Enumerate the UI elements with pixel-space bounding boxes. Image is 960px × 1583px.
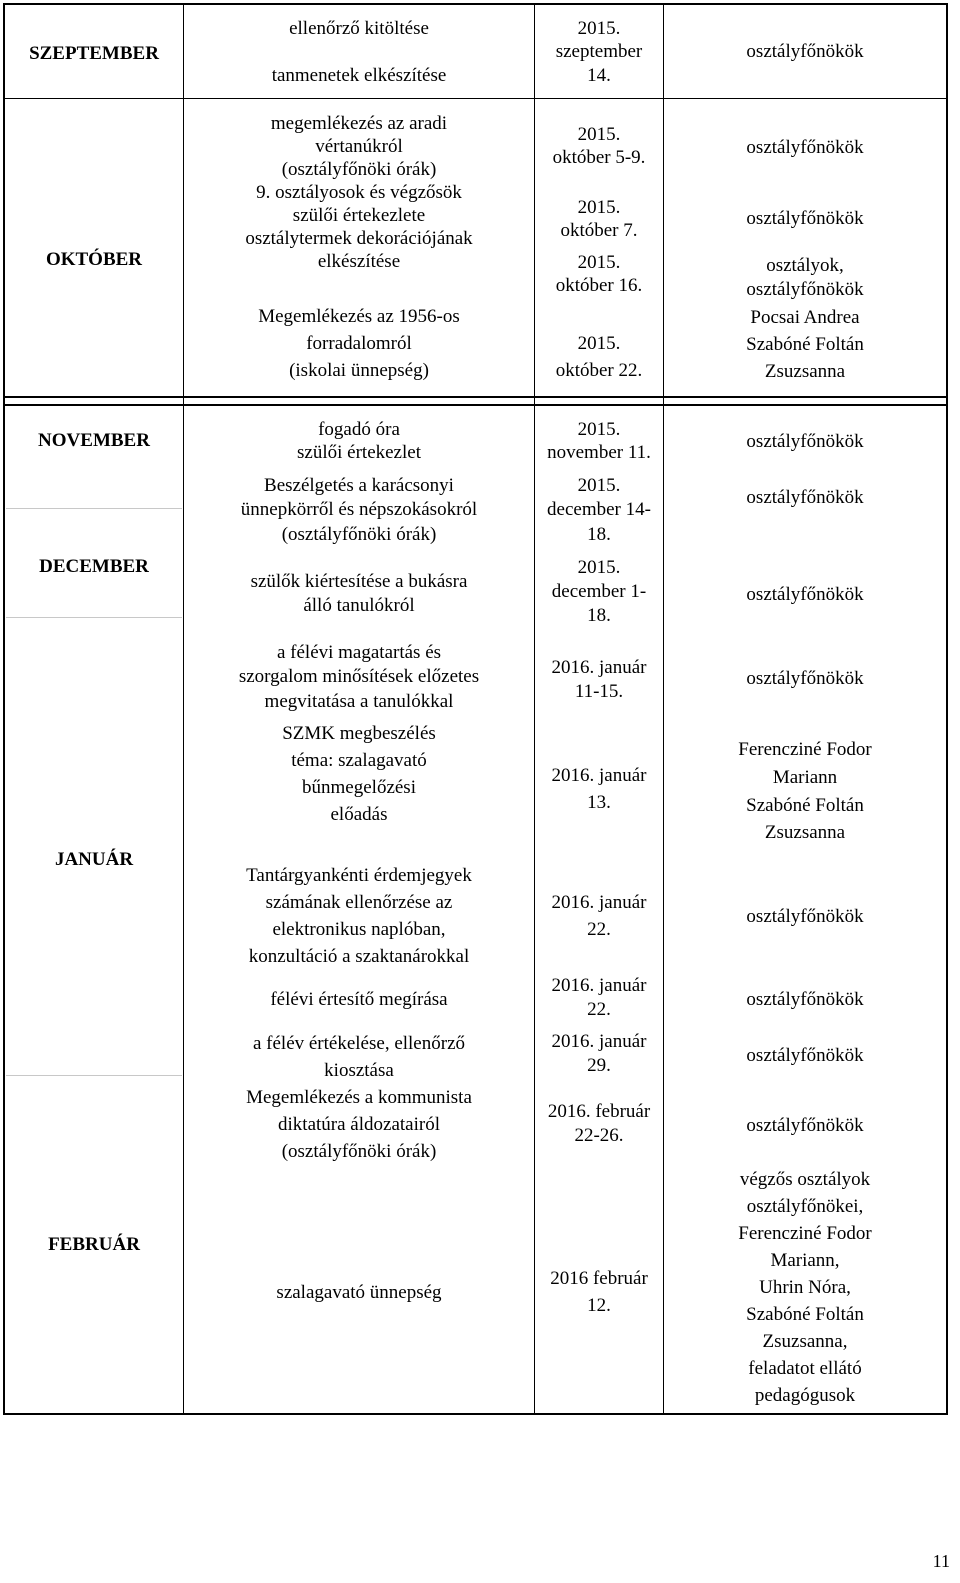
- activity-line: elkészítése: [317, 251, 401, 272]
- activity-line: megvitatása a tanulókkal: [264, 691, 454, 712]
- date-line: november 11.: [547, 442, 651, 463]
- date-line: október 16.: [555, 275, 643, 296]
- date-line: 2015.: [577, 18, 621, 39]
- responsible-line: osztályfőnökök: [746, 668, 864, 689]
- responsible-line: Szabóné Foltán: [746, 1304, 864, 1325]
- activity-line: félévi értesítő megírása: [270, 989, 448, 1010]
- activity-line: konzultáció a szaktanárokkal: [248, 946, 470, 967]
- month-februar: FEBRUÁR: [48, 1234, 140, 1255]
- activity-line: Beszélgetés a karácsonyi: [264, 475, 454, 496]
- activity-line: szalagavató ünnepség: [276, 1282, 442, 1303]
- responsible-line: osztályfőnökök: [746, 208, 864, 229]
- responsible-line: Mariann,: [770, 1250, 840, 1271]
- activity-line: Tantárgyankénti érdemjegyek: [246, 865, 472, 886]
- month-oktober: OKTÓBER: [45, 249, 143, 270]
- month-januar: JANUÁR: [54, 849, 134, 870]
- month-szeptember: SZEPTEMBER: [29, 43, 159, 64]
- responsible-line: osztályok,: [766, 255, 844, 276]
- responsible-line: osztályfőnökök: [746, 41, 864, 62]
- date-line: 12.: [587, 1295, 611, 1316]
- date-line: 2016. január: [551, 975, 647, 996]
- activity-line: Megemlékezés a kommunista: [246, 1087, 472, 1108]
- date-line: 2015.: [577, 197, 621, 218]
- date-line: 2015.: [577, 475, 621, 496]
- responsible-line: osztályfőnökök: [746, 137, 864, 158]
- activity-line: diktatúra áldozatairól: [278, 1114, 440, 1135]
- responsible-line: végzős osztályok: [739, 1169, 871, 1190]
- activity-line: osztálytermek dekorációjának: [245, 228, 473, 249]
- activity-line: téma: szalagavató: [291, 750, 427, 771]
- date-line: 2015.: [577, 124, 621, 145]
- responsible-line: osztályfőnökök: [746, 1045, 864, 1066]
- activity-line: elektronikus naplóban,: [272, 919, 446, 940]
- activity-line: szülői értekezlete: [292, 205, 426, 226]
- date-line: 2015.: [577, 557, 621, 578]
- activity-line: kiosztása: [324, 1060, 394, 1081]
- activity-line: tanmenetek elkészítése: [271, 65, 447, 86]
- date-line: 22.: [587, 919, 611, 940]
- responsible-line: Szabóné Foltán: [746, 795, 864, 816]
- activity-line: ellenőrző kitöltése: [289, 18, 429, 39]
- date-line: 22-26.: [574, 1125, 624, 1146]
- activity-line: előadás: [330, 804, 388, 825]
- date-line: 2015.: [577, 252, 621, 273]
- activity-line: ünnepkörről és népszokásokról: [240, 499, 478, 520]
- activity-line: álló tanulókról: [303, 595, 415, 616]
- date-line: október 7.: [560, 220, 638, 241]
- responsible-line: osztályfőnökei,: [746, 1196, 864, 1217]
- date-line: 13.: [587, 792, 611, 813]
- date-line: december 1-: [551, 581, 647, 602]
- date-line: 22.: [587, 999, 611, 1020]
- responsible-line: Mariann: [772, 767, 838, 788]
- activity-line: szülők kiértesítése a bukásra: [250, 571, 468, 592]
- responsible-line: Szabóné Foltán: [746, 334, 864, 355]
- activity-line: szorgalom minősítések előzetes: [238, 666, 480, 687]
- date-line: 18.: [587, 605, 611, 626]
- activity-line: Megemlékezés az 1956-os: [258, 306, 460, 327]
- responsible-line: Ferencziné Fodor: [738, 1223, 872, 1244]
- date-line: 11-15.: [574, 681, 624, 702]
- date-line: 2016. február: [547, 1101, 651, 1122]
- date-line: 2016. január: [551, 1031, 647, 1052]
- responsible-line: Pocsai Andrea: [750, 307, 860, 328]
- month-december: DECEMBER: [39, 556, 149, 577]
- responsible-line: Zsuzsanna,: [762, 1331, 848, 1352]
- activity-line: (osztályfőnöki órák): [281, 524, 437, 545]
- date-line: december 14-: [547, 499, 651, 520]
- responsible-line: osztályfőnökök: [746, 906, 864, 927]
- activity-line: szülői értekezlet: [297, 442, 421, 463]
- date-line: 2016 február: [550, 1268, 648, 1289]
- responsible-line: feladatot ellátó: [748, 1358, 862, 1379]
- responsible-line: Zsuzsanna: [764, 822, 846, 843]
- activity-line: forradalomról: [306, 333, 412, 354]
- date-line: 2016. január: [551, 765, 647, 786]
- activity-line: (iskolai ünnepség): [289, 360, 429, 381]
- date-line: 29.: [587, 1055, 611, 1076]
- responsible-line: pedagógusok: [754, 1385, 856, 1406]
- activity-line: (osztályfőnöki órák): [281, 159, 437, 180]
- date-line: 2015.: [577, 419, 621, 440]
- date-line: október 22.: [555, 360, 643, 381]
- date-line: 2015.: [577, 333, 621, 354]
- responsible-line: Zsuzsanna: [764, 361, 846, 382]
- date-line: 2016. január: [551, 892, 647, 913]
- activity-line: megemlékezés az aradi: [270, 113, 448, 134]
- responsible-line: osztályfőnökök: [746, 989, 864, 1010]
- activity-line: bűnmegelőzési: [302, 777, 416, 798]
- responsible-line: osztályfőnökök: [746, 431, 864, 452]
- activity-line: a félévi magatartás és: [276, 642, 442, 663]
- activity-line: (osztályfőnöki órák): [281, 1141, 437, 1162]
- activity-line: vértanúkról: [315, 136, 403, 157]
- date-line: 18.: [587, 524, 611, 545]
- page-number: 11: [932, 1551, 950, 1571]
- responsible-line: osztályfőnökök: [746, 279, 864, 300]
- date-line: október 5-9.: [552, 147, 646, 168]
- responsible-line: osztályfőnökök: [746, 1115, 864, 1136]
- date-line: szeptember: [555, 41, 643, 62]
- month-november: NOVEMBER: [38, 430, 150, 451]
- activity-line: SZMK megbeszélés: [282, 723, 436, 744]
- activity-line: a félév értékelése, ellenőrző: [252, 1033, 466, 1054]
- responsible-line: osztályfőnökök: [746, 487, 864, 508]
- activity-line: 9. osztályosok és végzősök: [256, 182, 462, 203]
- date-line: 2016. január: [551, 657, 647, 678]
- responsible-line: osztályfőnökök: [746, 584, 864, 605]
- date-line: 14.: [587, 65, 611, 86]
- responsible-line: Ferencziné Fodor: [738, 739, 872, 760]
- responsible-line: Uhrin Nóra,: [759, 1277, 851, 1298]
- activity-line: számának ellenőrzése az: [265, 892, 453, 913]
- activity-line: fogadó óra: [318, 419, 400, 440]
